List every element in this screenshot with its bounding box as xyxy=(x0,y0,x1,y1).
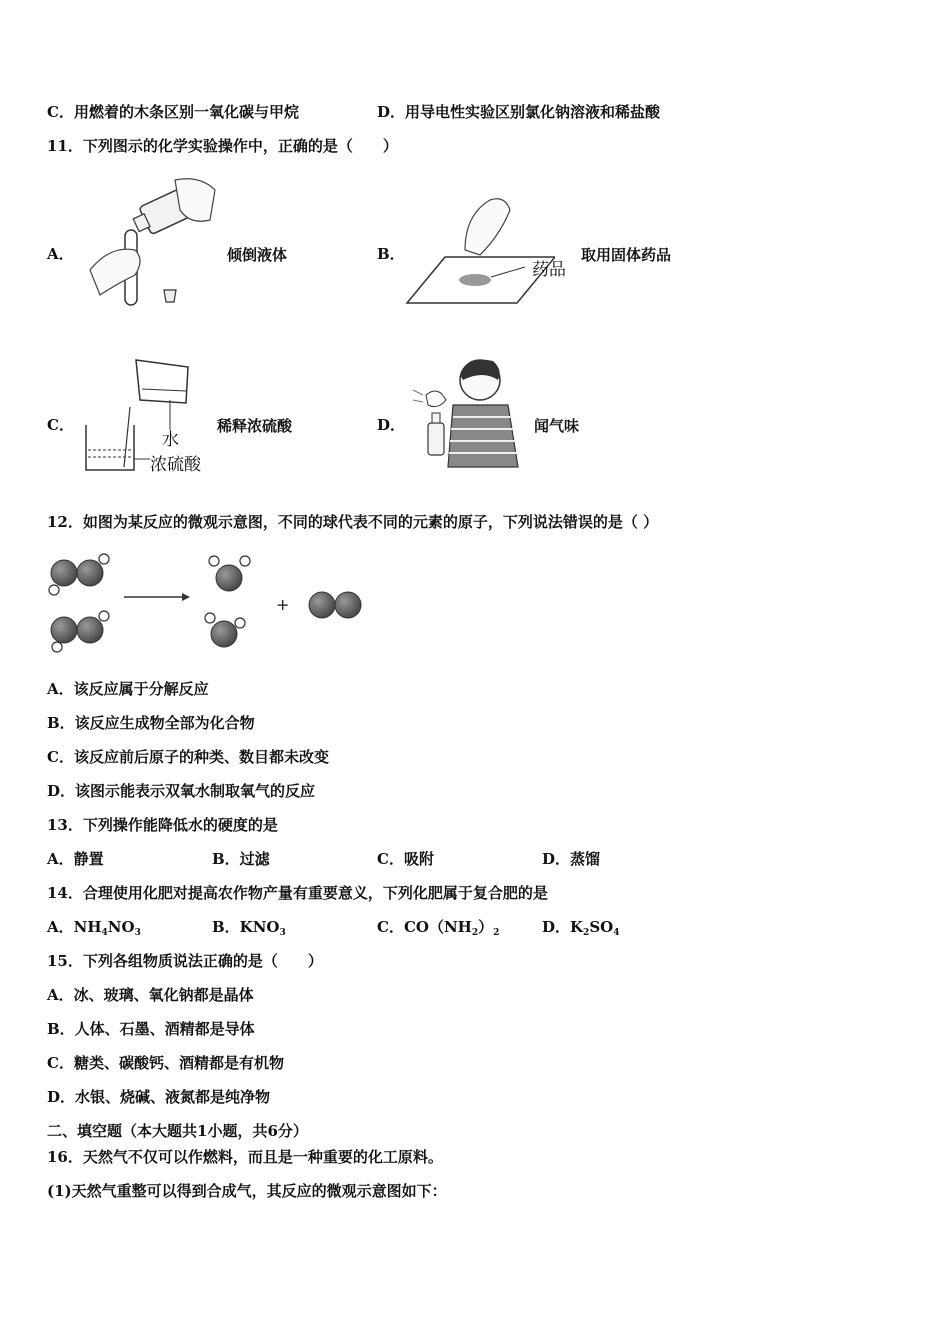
q14-option-d: D．$K_2SO_4$ xyxy=(542,918,620,938)
q12-option-a: A．该反应属于分解反应 xyxy=(47,680,209,698)
q15-option-a: A．冰、玻璃、氧化钠都是晶体 xyxy=(47,986,254,1004)
section-heading: 二、填空题（本大题共1小题，共6分） xyxy=(47,1122,308,1140)
product-molecule xyxy=(309,592,361,618)
reactant-molecule xyxy=(49,554,109,595)
q13-option-b: B．过滤 xyxy=(212,850,270,868)
q11-stem: 11．下列图示的化学实验操作中，正确的是（ ） xyxy=(47,137,398,155)
water-label: 水 xyxy=(162,430,179,450)
reactant-molecule xyxy=(51,611,109,652)
take-solid-drug-illustration xyxy=(405,195,555,307)
q13-option-c: C．吸附 xyxy=(377,850,434,868)
q13-option-a: A．静置 xyxy=(47,850,104,868)
q14-stem: 14．合理使用化肥对提高农作物产量有重要意义，下列化肥属于复合肥的是 xyxy=(47,884,548,902)
q11-option-a-caption: 倾倒液体 xyxy=(227,246,288,264)
q11-option-d-caption: 闻气味 xyxy=(534,417,580,435)
q14-option-c: C．$CO(NH_2)_2$ xyxy=(377,918,500,938)
q11-option-a-letter: A． xyxy=(47,245,74,263)
reaction-arrow xyxy=(124,593,190,601)
pour-liquid-illustration xyxy=(80,175,220,310)
q12-option-d: D．该图示能表示双氧水制取氧气的反应 xyxy=(47,782,316,800)
q15-option-c: C．糖类、碳酸钙、酒精都是有机物 xyxy=(47,1054,284,1072)
q14-option-a: A．$NH_4NO_3$ xyxy=(47,918,141,938)
plus-sign: + xyxy=(276,595,290,614)
q11-option-c-caption: 稀释浓硫酸 xyxy=(217,417,293,435)
reaction-microscopic-diagram xyxy=(46,548,376,656)
q12-option-c: C．该反应前后原子的种类、数目都未改变 xyxy=(47,748,329,766)
q16-part1: (1)天然气重整可以得到合成气，其反应的微观示意图如下： xyxy=(47,1182,447,1200)
q15-stem: 15．下列各组物质说法正确的是（ ） xyxy=(47,952,323,970)
q10-option-c: C．用燃着的木条区别一氧化碳与甲烷 xyxy=(47,103,299,121)
q11-option-d-letter: D． xyxy=(377,416,406,434)
q15-option-d: D．水银、烧碱、液氮都是纯净物 xyxy=(47,1088,271,1106)
q13-option-d: D．蒸馏 xyxy=(542,850,601,868)
acid-label: 浓硫酸 xyxy=(150,455,201,475)
q15-option-b: B．人体、石墨、酒精都是导体 xyxy=(47,1020,255,1038)
q16-stem: 16．天然气不仅可以作燃料，而且是一种重要的化工原料。 xyxy=(47,1148,443,1166)
q12-option-b: B．该反应生成物全部为化合物 xyxy=(47,714,255,732)
product-molecule xyxy=(205,613,245,647)
q11-option-b-caption: 取用固体药品 xyxy=(581,246,672,264)
q10-option-d: D．用导电性实验区别氯化钠溶液和稀盐酸 xyxy=(377,103,661,121)
q11-option-c-letter: C． xyxy=(47,416,74,434)
q12-stem: 12．如图为某反应的微观示意图，不同的球代表不同的元素的原子，下列说法错误的是（ ） xyxy=(47,513,659,531)
drug-label: 药品 xyxy=(532,260,566,280)
product-molecule xyxy=(209,556,250,591)
q13-stem: 13．下列操作能降低水的硬度的是 xyxy=(47,816,278,834)
q14-option-b: B．$KNO_3$ xyxy=(212,918,286,938)
smell-gas-illustration xyxy=(408,355,523,470)
q11-option-b-letter: B． xyxy=(377,245,405,263)
